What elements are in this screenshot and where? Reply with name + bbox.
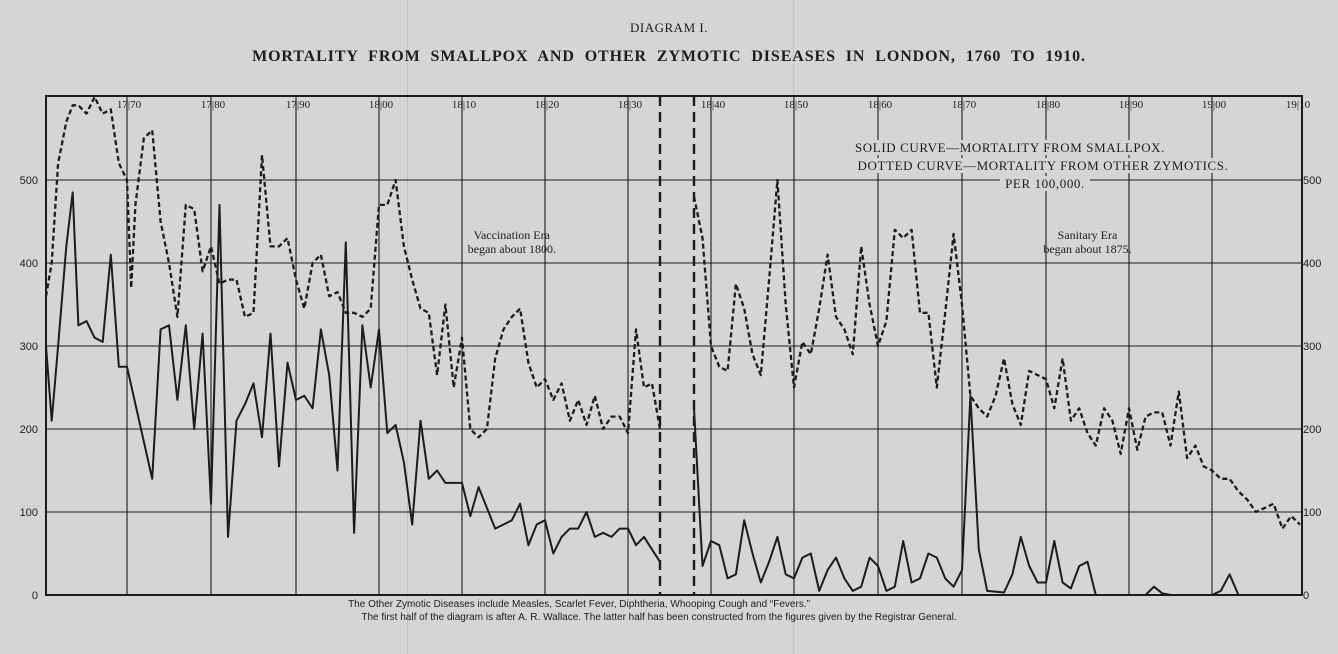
y-tick-label-left: 200 [19,424,38,436]
x-tick-label: 18|50 [783,99,809,111]
legend-line: SOLID CURVE—MORTALITY FROM SMALLPOX. [854,140,1166,155]
x-tick-label: 17|70 [116,99,142,111]
y-tick-label-left: 100 [19,507,38,519]
x-tick-label: 18|30 [617,99,643,111]
other-zymotics-line [694,180,1300,529]
x-tick-label: 17|80 [200,99,226,111]
x-tick-label: 18|70 [951,99,977,111]
y-tick-label-right: 200 [1303,424,1322,436]
legend-line: PER 100,000. [1005,176,1085,191]
y-tick-label-left: 500 [19,175,38,187]
smallpox-line [46,192,660,561]
y-tick-label-right: 400 [1303,258,1322,270]
diagram-number: DIAGRAM I. [630,20,708,35]
x-tick-labels [117,99,1311,111]
y-tick-label-left: 300 [19,341,38,353]
era-annotation: Vaccination Era [473,228,550,242]
footnote-diseases: The Other Zymotic Diseases include Measles, Scarlet Fever, Diphtheria, Whooping Cough and “Fevers.” [348,599,810,610]
x-tick-label: 19|10 [1285,99,1311,111]
legend [832,140,1228,191]
y-tick-label-left: 0 [31,590,38,602]
x-tick-label: 18|60 [867,99,893,111]
era-annotation: began about 1800. [467,242,556,256]
x-tick-label: 19|00 [1201,99,1227,111]
y-tick-label-left: 400 [19,258,38,270]
x-tick-label: 18|90 [1118,99,1144,111]
x-tick-label: 17|90 [285,99,311,111]
y-tick-label-right: 500 [1303,175,1322,187]
x-tick-label: 18|40 [700,99,726,111]
legend-line: DOTTED CURVE—MORTALITY FROM OTHER ZYMOTICS. [857,158,1229,173]
annotations [468,228,1132,256]
era-annotation: began about 1875. [1043,242,1132,256]
other-zymotics-line [46,97,660,437]
y-tick-label-right: 100 [1303,507,1322,519]
smallpox-line [694,396,1238,595]
x-tick-label: 18|10 [451,99,477,111]
x-tick-label: 18|00 [368,99,394,111]
era-annotation: Sanitary Era [1057,228,1118,242]
x-tick-label: 18|80 [1035,99,1061,111]
x-tick-label: 18|20 [534,99,560,111]
y-tick-label-right: 300 [1303,341,1322,353]
footnote-sources: The first half of the diagram is after A. R. Wallace. The latter half has been constructed from the figures given by the Registrar General. [361,612,957,623]
y-tick-label-right: 0 [1303,590,1310,602]
chart-title: MORTALITY FROM SMALLPOX AND OTHER ZYMOTIC DISEASES IN LONDON, 1760 TO 1910. [252,48,1086,65]
